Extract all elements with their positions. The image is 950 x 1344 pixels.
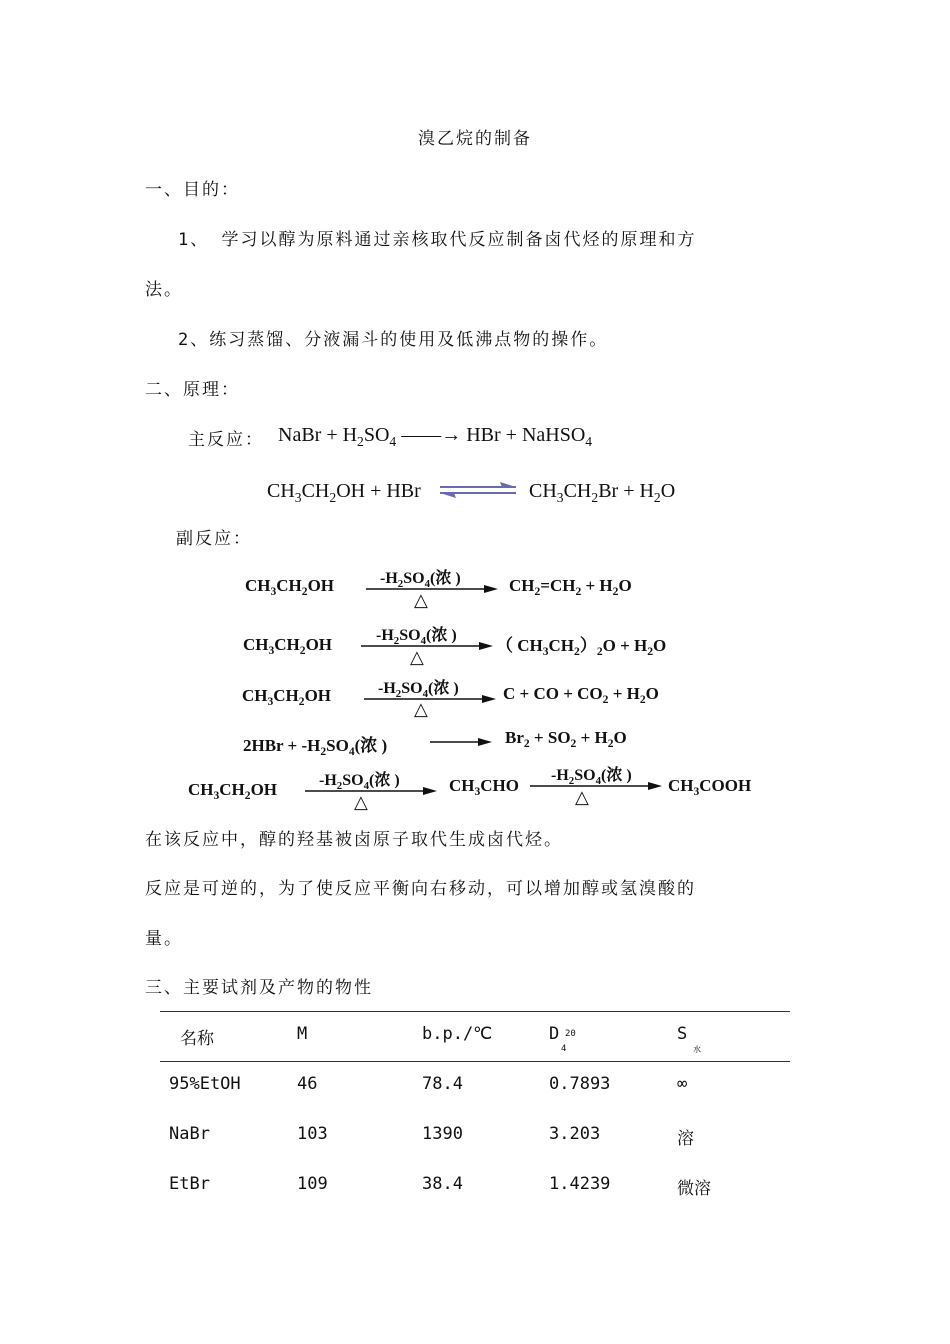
header-molar-mass: M bbox=[297, 1024, 308, 1044]
side3-product: C + CO + $CO_2 + H_2O$ bbox=[503, 684, 659, 707]
side5-arrow-1-icon bbox=[305, 786, 437, 796]
side5-arrow-2-icon bbox=[530, 781, 662, 791]
side4-reactant: $2HBr + -H_2SO_4$(浓 ) bbox=[243, 736, 388, 759]
side1-reagent: $-H_2SO_4$(浓 ) bbox=[380, 570, 461, 590]
section-heading-purpose: 一、目的： bbox=[145, 180, 240, 200]
side3-heat-icon: △ bbox=[414, 699, 428, 720]
cell-name: 95%EtOH bbox=[169, 1074, 241, 1094]
side2-reactant: $CH_3CH_2OH$ bbox=[243, 635, 333, 658]
side5-product: $CH_3COOH$ bbox=[668, 776, 752, 799]
main-equation-2-right: $CH_3CH_2Br + H_2O$ bbox=[529, 480, 676, 505]
purpose-item-1: 1、 学习以醇为原料通过亲核取代反应制备卤代烃的原理和方 bbox=[178, 230, 697, 250]
cell-boiling-point: 1390 bbox=[422, 1124, 463, 1144]
side2-heat-icon: △ bbox=[410, 647, 424, 668]
table-header-rule bbox=[160, 1061, 790, 1062]
side1-arrow-icon bbox=[366, 584, 498, 594]
side1-heat-icon: △ bbox=[414, 590, 428, 611]
main-equation-2-left: $CH_3CH_2OH$ + HBr bbox=[267, 480, 421, 505]
cell-solubility: 溶 bbox=[677, 1129, 694, 1149]
section-heading-principle: 二、原理： bbox=[145, 380, 240, 400]
cell-molar-mass: 46 bbox=[297, 1074, 318, 1094]
cell-boiling-point: 38.4 bbox=[422, 1174, 463, 1194]
side5-reagent-2: $-H_2SO_4$(浓 ) bbox=[551, 767, 632, 787]
cell-molar-mass: 103 bbox=[297, 1124, 328, 1144]
main-equation-1: NaBr + $H_2SO_4$ ——→ HBr + NaHSO$_4$ bbox=[278, 424, 593, 449]
note-equilibrium: 反应是可逆的，为了使反应平衡向右移动，可以增加醇或氢溴酸的 bbox=[145, 879, 696, 899]
side5-reactant: $CH_3CH_2OH$ bbox=[188, 780, 278, 803]
table-intro: 三、主要试剂及产物的物性 bbox=[145, 978, 373, 998]
main-reaction-label: 主反应： bbox=[188, 430, 264, 450]
side2-product: （ $CH_3CH_2)_2O + H_2O$ bbox=[496, 636, 667, 659]
side2-arrow-icon bbox=[361, 641, 493, 651]
side4-product: $Br_2 + SO_2 + H_2O$ bbox=[505, 728, 627, 751]
side5-heat-2-icon: △ bbox=[575, 787, 589, 808]
side3-reagent: $-H_2SO_4$(浓 ) bbox=[378, 680, 459, 700]
side5-reagent-1: $-H_2SO_4$(浓 ) bbox=[319, 772, 400, 792]
side3-arrow-icon bbox=[364, 694, 496, 704]
side5-heat-1-icon: △ bbox=[354, 792, 368, 813]
header-name: 名称 bbox=[180, 1029, 214, 1049]
side2-reagent: $-H_2SO_4$(浓 ) bbox=[376, 627, 457, 647]
side3-reactant: $CH_3CH_2OH$ bbox=[242, 686, 332, 709]
cell-density: 3.203 bbox=[549, 1124, 601, 1144]
header-density: D 20 4 bbox=[549, 1024, 576, 1054]
purpose-item-1-cont: 法。 bbox=[145, 280, 183, 300]
header-solubility: S 水 bbox=[677, 1024, 701, 1054]
note-substitution: 在该反应中，醇的羟基被卤原子取代生成卤代烃。 bbox=[145, 830, 563, 850]
side1-reactant: $CH_3CH_2OH$ bbox=[245, 576, 335, 599]
side-reaction-label: 副反应： bbox=[176, 529, 252, 549]
side4-arrow-icon bbox=[430, 737, 492, 747]
side5-intermediate: $CH_3CHO$ bbox=[449, 776, 520, 799]
equilibrium-arrow-icon bbox=[436, 482, 522, 498]
page-title: 溴乙烷的制备 bbox=[418, 129, 532, 149]
purpose-item-2: 2、练习蒸馏、分液漏斗的使用及低沸点物的操作。 bbox=[178, 330, 609, 350]
side1-product: $CH_2=CH_2 + H_2O$ bbox=[509, 576, 632, 599]
cell-solubility: ∞ bbox=[677, 1074, 688, 1094]
cell-solubility: 微溶 bbox=[677, 1179, 711, 1199]
cell-boiling-point: 78.4 bbox=[422, 1074, 463, 1094]
cell-density: 1.4239 bbox=[549, 1174, 611, 1194]
cell-density: 0.7893 bbox=[549, 1074, 611, 1094]
table-top-rule bbox=[160, 1011, 790, 1012]
cell-name: EtBr bbox=[169, 1174, 210, 1194]
header-boiling-point: b.p./℃ bbox=[422, 1024, 493, 1044]
note-equilibrium-cont: 量。 bbox=[145, 929, 183, 949]
cell-name: NaBr bbox=[169, 1124, 210, 1144]
cell-molar-mass: 109 bbox=[297, 1174, 328, 1194]
